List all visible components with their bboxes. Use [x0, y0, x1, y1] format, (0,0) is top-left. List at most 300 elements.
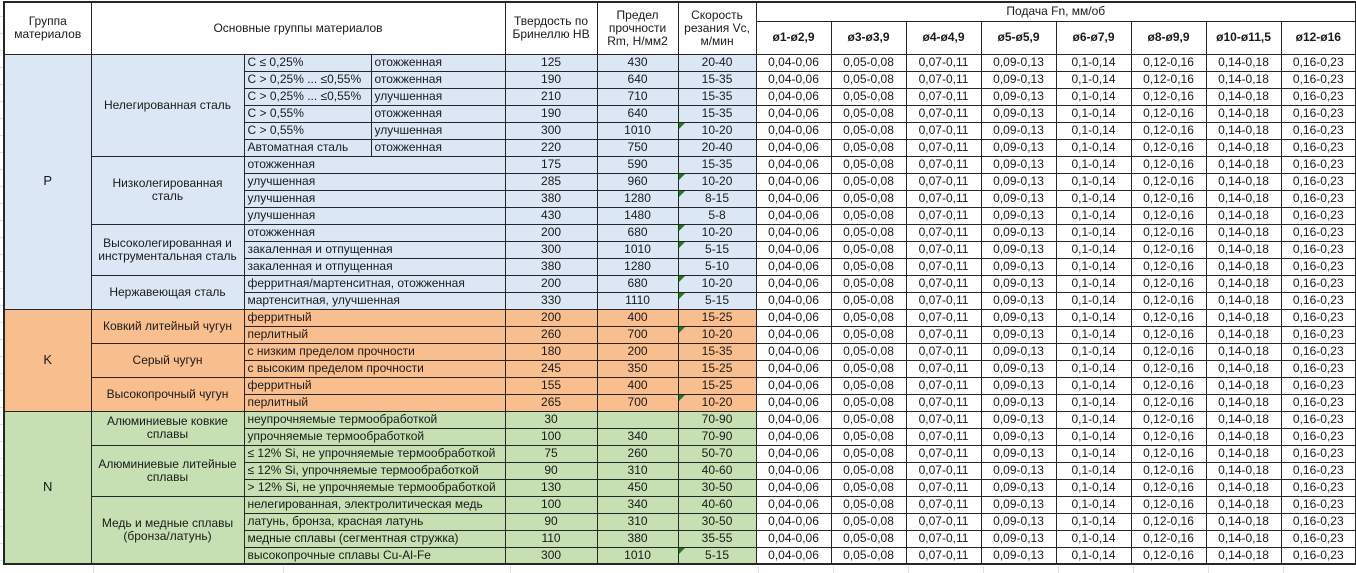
feed-value-cell: 0,1-0,14 — [1056, 462, 1131, 479]
feed-value-cell: 0,16-0,23 — [1281, 309, 1356, 326]
feed-value-cell: 0,12-0,16 — [1131, 394, 1206, 411]
feed-value-cell: 0,05-0,08 — [831, 445, 906, 462]
feed-value-cell: 0,07-0,11 — [906, 105, 981, 122]
feed-value-cell: 0,1-0,14 — [1056, 496, 1131, 513]
cell-error-flag-icon — [679, 191, 685, 197]
header-diameter-range-7: ø12-ø16 — [1281, 21, 1356, 54]
header-diameter-range-2: ø4-ø4,9 — [906, 21, 981, 54]
feed-value-cell: 0,07-0,11 — [906, 530, 981, 547]
feed-value-cell: 0,05-0,08 — [831, 479, 906, 496]
feed-value-cell: 0,14-0,18 — [1206, 411, 1281, 428]
strength-cell: 710 — [597, 88, 678, 105]
header-cutting-speed-vc: Скорость резания Vc, м/мин — [678, 2, 756, 54]
sheet-gridline-bottom — [1283, 566, 1284, 573]
sheet-gridline-bottom — [908, 566, 909, 573]
hardness-cell: 200 — [505, 224, 597, 241]
feed-value-cell: 0,12-0,16 — [1131, 190, 1206, 207]
cell-error-flag-icon — [679, 327, 685, 333]
feed-value-cell: 0,05-0,08 — [831, 394, 906, 411]
hardness-cell: 90 — [505, 513, 597, 530]
strength-cell: 640 — [597, 71, 678, 88]
feed-value-cell: 0,12-0,16 — [1131, 207, 1206, 224]
feed-value-cell: 0,12-0,16 — [1131, 343, 1206, 360]
feed-value-cell: 0,04-0,06 — [756, 496, 831, 513]
feed-value-cell: 0,16-0,23 — [1281, 88, 1356, 105]
feed-value-cell: 0,14-0,18 — [1206, 479, 1281, 496]
feed-value-cell: 0,1-0,14 — [1056, 292, 1131, 309]
cutting-speed-cell: 15-35 — [678, 88, 756, 105]
feed-value-cell: 0,16-0,23 — [1281, 445, 1356, 462]
feed-value-cell: 0,12-0,16 — [1131, 258, 1206, 275]
cutting-speed-cell: 15-35 — [678, 71, 756, 88]
hardness-cell: 220 — [505, 139, 597, 156]
feed-value-cell: 0,05-0,08 — [831, 54, 906, 71]
feed-value-cell: 0,09-0,13 — [981, 122, 1056, 139]
feed-value-cell: 0,14-0,18 — [1206, 173, 1281, 190]
strength-cell: 400 — [597, 377, 678, 394]
feed-value-cell: 0,09-0,13 — [981, 411, 1056, 428]
strength-cell: 700 — [597, 326, 678, 343]
feed-value-cell: 0,04-0,06 — [756, 258, 831, 275]
feed-value-cell: 0,1-0,14 — [1056, 547, 1131, 564]
sub-material-cell: упрочняемые термообработкой — [244, 428, 505, 445]
feed-value-cell: 0,07-0,11 — [906, 54, 981, 71]
feed-value-cell: 0,16-0,23 — [1281, 411, 1356, 428]
feed-value-cell: 0,04-0,06 — [756, 88, 831, 105]
feed-value-cell: 0,07-0,11 — [906, 224, 981, 241]
cell-error-flag-icon — [679, 395, 685, 401]
hardness-cell: 190 — [505, 105, 597, 122]
sub-material-cell: латунь, бронза, красная латунь — [244, 513, 505, 530]
treatment-cell: отожженная — [371, 105, 505, 122]
feed-value-cell: 0,12-0,16 — [1131, 88, 1206, 105]
treatment-cell: отожженная — [371, 54, 505, 71]
cutting-speed-cell: 10-20 — [678, 394, 756, 411]
strength-cell: 350 — [597, 360, 678, 377]
sub-material-cell: C > 0,25% ... ≤0,55% — [244, 88, 371, 105]
feed-value-cell: 0,14-0,18 — [1206, 496, 1281, 513]
strength-cell: 590 — [597, 156, 678, 173]
group-code-cell: K — [4, 309, 91, 411]
feed-value-cell: 0,09-0,13 — [981, 54, 1056, 71]
feed-value-cell: 0,05-0,08 — [831, 207, 906, 224]
feed-value-cell: 0,09-0,13 — [981, 394, 1056, 411]
family-cell: Алюминиевые ковкие сплавы — [91, 411, 244, 445]
header-feed-fn: Подача Fn, мм/об — [756, 2, 1356, 21]
feed-value-cell: 0,16-0,23 — [1281, 496, 1356, 513]
sub-material-cell: с низким пределом прочности — [244, 343, 505, 360]
feed-value-cell: 0,05-0,08 — [831, 360, 906, 377]
hardness-cell: 330 — [505, 292, 597, 309]
sub-material-cell: ферритная/мартенситная, отожженная — [244, 275, 505, 292]
feed-value-cell: 0,05-0,08 — [831, 88, 906, 105]
cell-error-flag-icon — [679, 276, 685, 282]
feed-value-cell: 0,05-0,08 — [831, 275, 906, 292]
hardness-cell: 380 — [505, 190, 597, 207]
feed-value-cell: 0,04-0,06 — [756, 530, 831, 547]
feed-value-cell: 0,04-0,06 — [756, 479, 831, 496]
feed-value-cell: 0,04-0,06 — [756, 513, 831, 530]
cutting-speed-cell: 40-60 — [678, 462, 756, 479]
feed-value-cell: 0,12-0,16 — [1131, 428, 1206, 445]
feed-value-cell: 0,14-0,18 — [1206, 156, 1281, 173]
hardness-cell: 200 — [505, 275, 597, 292]
feed-value-cell: 0,1-0,14 — [1056, 326, 1131, 343]
feed-value-cell: 0,12-0,16 — [1131, 360, 1206, 377]
cutting-speed-cell: 10-20 — [678, 326, 756, 343]
treatment-cell: отожженная — [371, 71, 505, 88]
hardness-cell: 125 — [505, 54, 597, 71]
cutting-speed-cell: 10-20 — [678, 224, 756, 241]
feed-value-cell: 0,09-0,13 — [981, 258, 1056, 275]
feed-value-cell: 0,16-0,23 — [1281, 462, 1356, 479]
feed-value-cell: 0,05-0,08 — [831, 513, 906, 530]
feed-value-cell: 0,05-0,08 — [831, 309, 906, 326]
feed-value-cell: 0,07-0,11 — [906, 71, 981, 88]
feed-value-cell: 0,05-0,08 — [831, 377, 906, 394]
feed-value-cell: 0,1-0,14 — [1056, 479, 1131, 496]
feed-value-cell: 0,04-0,06 — [756, 224, 831, 241]
feed-value-cell: 0,1-0,14 — [1056, 258, 1131, 275]
family-cell: Алюминиевые литейные сплавы — [91, 445, 244, 496]
feed-value-cell: 0,12-0,16 — [1131, 241, 1206, 258]
sub-material-cell: закаленная и отпущенная — [244, 258, 505, 275]
feed-value-cell: 0,07-0,11 — [906, 513, 981, 530]
feed-value-cell: 0,16-0,23 — [1281, 224, 1356, 241]
strength-cell: 1110 — [597, 292, 678, 309]
strength-cell: 450 — [597, 479, 678, 496]
family-cell: Низколегированная сталь — [91, 156, 244, 224]
sheet-gridline-bottom — [283, 566, 284, 573]
feed-value-cell: 0,14-0,18 — [1206, 445, 1281, 462]
feed-value-cell: 0,05-0,08 — [831, 428, 906, 445]
sub-material-cell: отожженная — [244, 224, 505, 241]
hardness-cell: 100 — [505, 496, 597, 513]
strength-cell: 1010 — [597, 241, 678, 258]
strength-cell: 340 — [597, 496, 678, 513]
feed-value-cell: 0,14-0,18 — [1206, 513, 1281, 530]
feed-value-cell: 0,12-0,16 — [1131, 513, 1206, 530]
feed-value-cell: 0,12-0,16 — [1131, 479, 1206, 496]
cutting-speed-cell: 5-15 — [678, 241, 756, 258]
strength-cell: 310 — [597, 513, 678, 530]
feed-value-cell: 0,05-0,08 — [831, 156, 906, 173]
feed-value-cell: 0,12-0,16 — [1131, 54, 1206, 71]
feed-value-cell: 0,04-0,06 — [756, 156, 831, 173]
cell-error-flag-icon — [679, 123, 685, 129]
feed-value-cell: 0,05-0,08 — [831, 71, 906, 88]
feed-value-cell: 0,16-0,23 — [1281, 207, 1356, 224]
feed-value-cell: 0,09-0,13 — [981, 343, 1056, 360]
cutting-speed-cell: 15-35 — [678, 156, 756, 173]
sub-material-cell: неупрочняемые термообработкой — [244, 411, 505, 428]
hardness-cell: 430 — [505, 207, 597, 224]
cutting-speed-cell: 30-50 — [678, 479, 756, 496]
feed-value-cell: 0,1-0,14 — [1056, 156, 1131, 173]
cell-error-flag-icon — [679, 225, 685, 231]
sub-material-cell: перлитный — [244, 394, 505, 411]
feed-value-cell: 0,14-0,18 — [1206, 309, 1281, 326]
feed-value-cell: 0,14-0,18 — [1206, 207, 1281, 224]
hardness-cell: 380 — [505, 258, 597, 275]
feed-value-cell: 0,16-0,23 — [1281, 428, 1356, 445]
strength-cell: 200 — [597, 343, 678, 360]
feed-value-cell: 0,16-0,23 — [1281, 326, 1356, 343]
header-strength-rm: Предел прочности Rm, Н/мм2 — [597, 2, 678, 54]
cutting-speed-cell: 15-35 — [678, 105, 756, 122]
feed-value-cell: 0,12-0,16 — [1131, 326, 1206, 343]
sub-material-cell: улучшенная — [244, 173, 505, 190]
feed-value-cell: 0,07-0,11 — [906, 122, 981, 139]
feed-value-cell: 0,09-0,13 — [981, 377, 1056, 394]
sub-material-cell: Автоматная сталь — [244, 139, 371, 156]
feed-value-cell: 0,12-0,16 — [1131, 462, 1206, 479]
hardness-cell: 30 — [505, 411, 597, 428]
feed-value-cell: 0,14-0,18 — [1206, 428, 1281, 445]
feed-value-cell: 0,05-0,08 — [831, 343, 906, 360]
feed-value-cell: 0,07-0,11 — [906, 207, 981, 224]
feed-value-cell: 0,04-0,06 — [756, 547, 831, 564]
feed-value-cell: 0,04-0,06 — [756, 377, 831, 394]
sheet-gridline-bottom — [93, 566, 94, 573]
header-diameter-range-1: ø3-ø3,9 — [831, 21, 906, 54]
sub-material-cell: улучшенная — [244, 207, 505, 224]
feed-value-cell: 0,14-0,18 — [1206, 292, 1281, 309]
cutting-speed-cell: 5-10 — [678, 258, 756, 275]
feed-value-cell: 0,07-0,11 — [906, 547, 981, 564]
header-main-groups: Основные группы материалов — [91, 2, 505, 54]
strength-cell: 1480 — [597, 207, 678, 224]
feed-value-cell: 0,04-0,06 — [756, 462, 831, 479]
family-cell: Медь и медные сплавы (бронза/латунь) — [91, 496, 244, 564]
cutting-speed-cell: 10-20 — [678, 173, 756, 190]
feed-value-cell: 0,05-0,08 — [831, 547, 906, 564]
feed-value-cell: 0,07-0,11 — [906, 496, 981, 513]
cutting-speed-cell: 30-50 — [678, 513, 756, 530]
hardness-cell: 300 — [505, 241, 597, 258]
feed-value-cell: 0,05-0,08 — [831, 462, 906, 479]
feed-value-cell: 0,09-0,13 — [981, 173, 1056, 190]
feed-value-cell: 0,1-0,14 — [1056, 88, 1131, 105]
sub-material-cell: ферритный — [244, 309, 505, 326]
feed-value-cell: 0,16-0,23 — [1281, 547, 1356, 564]
feed-value-cell: 0,07-0,11 — [906, 394, 981, 411]
sub-material-cell: нелегированная, электролитическая медь — [244, 496, 505, 513]
feed-value-cell: 0,09-0,13 — [981, 224, 1056, 241]
cell-error-flag-icon — [679, 548, 685, 554]
strength-cell: 680 — [597, 224, 678, 241]
feed-value-cell: 0,05-0,08 — [831, 292, 906, 309]
feed-value-cell: 0,16-0,23 — [1281, 530, 1356, 547]
feed-value-cell: 0,07-0,11 — [906, 275, 981, 292]
sheet-gridline-bottom — [758, 566, 759, 573]
feed-value-cell: 0,04-0,06 — [756, 394, 831, 411]
strength-cell: 960 — [597, 173, 678, 190]
feed-value-cell: 0,16-0,23 — [1281, 377, 1356, 394]
cutting-data-table — [3, 1, 1356, 565]
table-row — [4, 445, 1356, 462]
family-cell: Нелегированная сталь — [91, 54, 244, 156]
sub-material-cell: улучшенная — [244, 190, 505, 207]
sub-material-cell: ≤ 12% Si, упрочняемые термообработкой — [244, 462, 505, 479]
feed-value-cell: 0,1-0,14 — [1056, 309, 1131, 326]
feed-value-cell: 0,05-0,08 — [831, 139, 906, 156]
feed-value-cell: 0,12-0,16 — [1131, 173, 1206, 190]
feed-value-cell: 0,12-0,16 — [1131, 445, 1206, 462]
table-row — [4, 411, 1356, 428]
feed-value-cell: 0,07-0,11 — [906, 326, 981, 343]
feed-value-cell: 0,05-0,08 — [831, 190, 906, 207]
feed-value-cell: 0,09-0,13 — [981, 547, 1056, 564]
feed-value-cell: 0,14-0,18 — [1206, 190, 1281, 207]
feed-value-cell: 0,05-0,08 — [831, 241, 906, 258]
header-diameter-range-5: ø8-ø9,9 — [1131, 21, 1206, 54]
table-row — [4, 496, 1356, 513]
feed-value-cell: 0,09-0,13 — [981, 445, 1056, 462]
cell-error-flag-icon — [679, 174, 685, 180]
cutting-speed-cell: 15-35 — [678, 343, 756, 360]
feed-value-cell: 0,04-0,06 — [756, 411, 831, 428]
strength-cell: 1010 — [597, 547, 678, 564]
feed-value-cell: 0,12-0,16 — [1131, 377, 1206, 394]
feed-value-cell: 0,1-0,14 — [1056, 377, 1131, 394]
feed-value-cell: 0,09-0,13 — [981, 88, 1056, 105]
cutting-speed-cell: 20-40 — [678, 54, 756, 71]
feed-value-cell: 0,14-0,18 — [1206, 139, 1281, 156]
feed-value-cell: 0,12-0,16 — [1131, 156, 1206, 173]
cutting-speed-cell: 5-15 — [678, 292, 756, 309]
feed-value-cell: 0,05-0,08 — [831, 105, 906, 122]
feed-value-cell: 0,04-0,06 — [756, 275, 831, 292]
feed-value-cell: 0,16-0,23 — [1281, 360, 1356, 377]
feed-value-cell: 0,14-0,18 — [1206, 462, 1281, 479]
strength-cell: 430 — [597, 54, 678, 71]
feed-value-cell: 0,16-0,23 — [1281, 105, 1356, 122]
sheet-gridline-bottom — [983, 566, 984, 573]
feed-value-cell: 0,04-0,06 — [756, 105, 831, 122]
header-row-top — [4, 2, 1356, 21]
sheet-gridline-bottom — [510, 566, 511, 573]
hardness-cell: 130 — [505, 479, 597, 496]
feed-value-cell: 0,16-0,23 — [1281, 394, 1356, 411]
feed-value-cell: 0,07-0,11 — [906, 479, 981, 496]
family-cell: Серый чугун — [91, 343, 244, 377]
feed-value-cell: 0,07-0,11 — [906, 343, 981, 360]
cutting-speed-cell: 5-15 — [678, 547, 756, 564]
header-diameter-range-3: ø5-ø5,9 — [981, 21, 1056, 54]
sub-material-cell: высокопрочные сплавы Cu-Al-Fe — [244, 547, 505, 564]
feed-value-cell: 0,04-0,06 — [756, 309, 831, 326]
feed-value-cell: 0,1-0,14 — [1056, 173, 1131, 190]
feed-value-cell: 0,09-0,13 — [981, 360, 1056, 377]
feed-value-cell: 0,05-0,08 — [831, 411, 906, 428]
feed-value-cell: 0,1-0,14 — [1056, 241, 1131, 258]
feed-value-cell: 0,07-0,11 — [906, 360, 981, 377]
feed-value-cell: 0,1-0,14 — [1056, 207, 1131, 224]
sub-material-cell: перлитный — [244, 326, 505, 343]
sub-material-cell: > 12% Si, не упрочняемые термообработкой — [244, 479, 505, 496]
feed-value-cell: 0,1-0,14 — [1056, 122, 1131, 139]
feed-value-cell: 0,04-0,06 — [756, 207, 831, 224]
hardness-cell: 300 — [505, 547, 597, 564]
feed-value-cell: 0,14-0,18 — [1206, 326, 1281, 343]
sub-material-cell: C > 0,55% — [244, 105, 371, 122]
feed-value-cell: 0,14-0,18 — [1206, 88, 1281, 105]
feed-value-cell: 0,09-0,13 — [981, 309, 1056, 326]
feed-value-cell: 0,1-0,14 — [1056, 224, 1131, 241]
hardness-cell: 265 — [505, 394, 597, 411]
treatment-cell: отожженная — [371, 139, 505, 156]
feed-value-cell: 0,1-0,14 — [1056, 411, 1131, 428]
cutting-speed-cell: 15-25 — [678, 377, 756, 394]
group-code-cell: P — [4, 54, 91, 309]
table-row — [4, 309, 1356, 326]
sub-material-cell: ≤ 12% Si, не упрочняемые термообработкой — [244, 445, 505, 462]
cutting-speed-cell: 35-55 — [678, 530, 756, 547]
hardness-cell: 245 — [505, 360, 597, 377]
sub-material-cell: ферритный — [244, 377, 505, 394]
feed-value-cell: 0,16-0,23 — [1281, 479, 1356, 496]
feed-value-cell: 0,07-0,11 — [906, 156, 981, 173]
feed-value-cell: 0,07-0,11 — [906, 139, 981, 156]
strength-cell: 1280 — [597, 190, 678, 207]
feed-value-cell: 0,05-0,08 — [831, 326, 906, 343]
feed-value-cell: 0,09-0,13 — [981, 428, 1056, 445]
feed-value-cell: 0,04-0,06 — [756, 343, 831, 360]
hardness-cell: 175 — [505, 156, 597, 173]
sub-material-cell: C > 0,55% — [244, 122, 371, 139]
sheet-gridline-bottom — [1058, 566, 1059, 573]
feed-value-cell: 0,16-0,23 — [1281, 513, 1356, 530]
sub-material-cell: отожженная — [244, 156, 505, 173]
feed-value-cell: 0,14-0,18 — [1206, 71, 1281, 88]
feed-value-cell: 0,09-0,13 — [981, 462, 1056, 479]
header-diameter-range-4: ø6-ø7,9 — [1056, 21, 1131, 54]
feed-value-cell: 0,14-0,18 — [1206, 241, 1281, 258]
strength-cell — [597, 411, 678, 428]
feed-value-cell: 0,14-0,18 — [1206, 224, 1281, 241]
feed-value-cell: 0,04-0,06 — [756, 173, 831, 190]
hardness-cell: 100 — [505, 428, 597, 445]
sheet-gridline-bottom — [833, 566, 834, 573]
feed-value-cell: 0,04-0,06 — [756, 71, 831, 88]
feed-value-cell: 0,1-0,14 — [1056, 139, 1131, 156]
feed-value-cell: 0,12-0,16 — [1131, 292, 1206, 309]
feed-value-cell: 0,14-0,18 — [1206, 547, 1281, 564]
feed-value-cell: 0,04-0,06 — [756, 54, 831, 71]
table-row — [4, 275, 1356, 292]
feed-value-cell: 0,09-0,13 — [981, 105, 1056, 122]
strength-cell: 1010 — [597, 122, 678, 139]
feed-value-cell: 0,07-0,11 — [906, 462, 981, 479]
cutting-speed-cell: 10-20 — [678, 122, 756, 139]
feed-value-cell: 0,09-0,13 — [981, 190, 1056, 207]
feed-value-cell: 0,16-0,23 — [1281, 343, 1356, 360]
feed-value-cell: 0,04-0,06 — [756, 139, 831, 156]
treatment-cell: улучшенная — [371, 88, 505, 105]
feed-value-cell: 0,12-0,16 — [1131, 547, 1206, 564]
feed-value-cell: 0,16-0,23 — [1281, 54, 1356, 71]
hardness-cell: 155 — [505, 377, 597, 394]
header-material-group: Группа материалов — [4, 2, 91, 54]
cell-error-flag-icon — [679, 242, 685, 248]
sheet-gridline-bottom — [1133, 566, 1134, 573]
family-cell: Ковкий литейный чугун — [91, 309, 244, 343]
feed-value-cell: 0,04-0,06 — [756, 360, 831, 377]
feed-value-cell: 0,09-0,13 — [981, 513, 1056, 530]
strength-cell: 700 — [597, 394, 678, 411]
group-code-cell: N — [4, 411, 91, 564]
